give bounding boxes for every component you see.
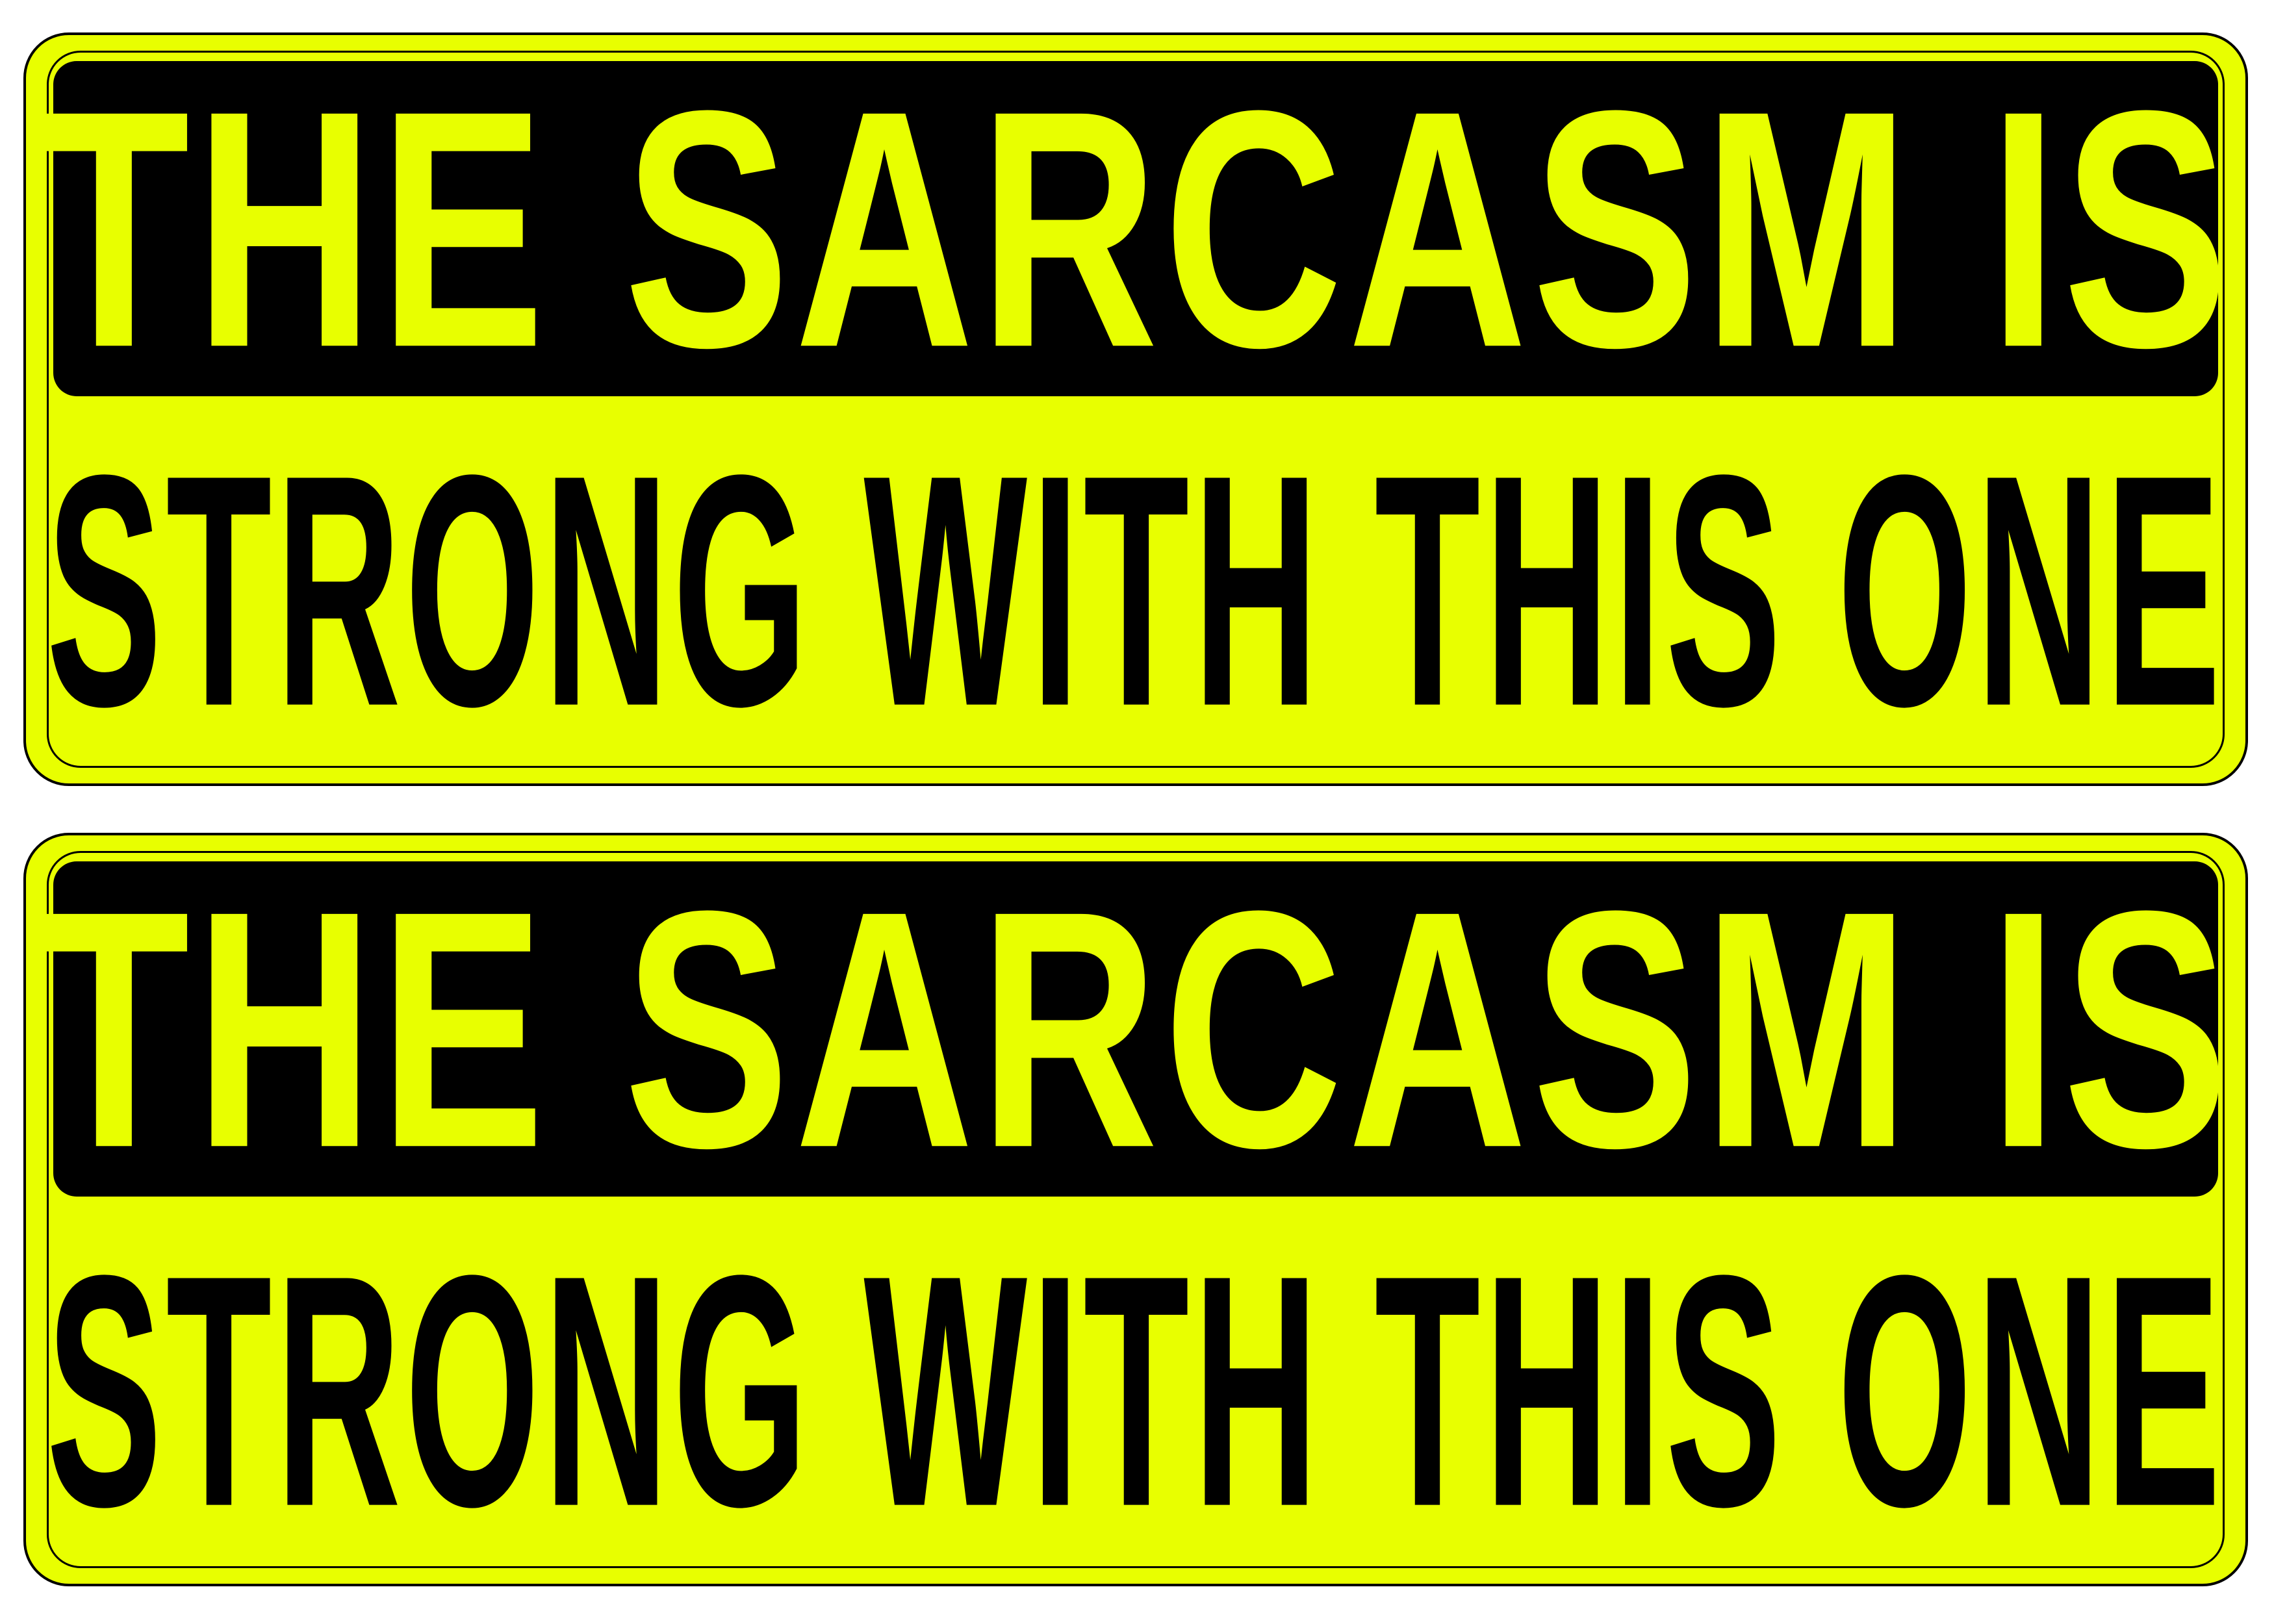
sign-headline [38, 40, 2234, 418]
sign-subline [46, 1207, 2225, 1576]
sign-headline-text: THE SARCASM IS [38, 840, 2234, 1218]
sign-subline-text: STRONG WITH THIS ONE [46, 1207, 2225, 1576]
sarcasm-sign-bottom [23, 833, 2248, 1586]
sign-subline-text: STRONG WITH THIS ONE [46, 407, 2225, 776]
sign-headline [38, 840, 2234, 1218]
sarcasm-sign-top [23, 32, 2248, 786]
sign-headline-text: THE SARCASM IS [38, 40, 2234, 418]
sign-subline [46, 407, 2225, 776]
